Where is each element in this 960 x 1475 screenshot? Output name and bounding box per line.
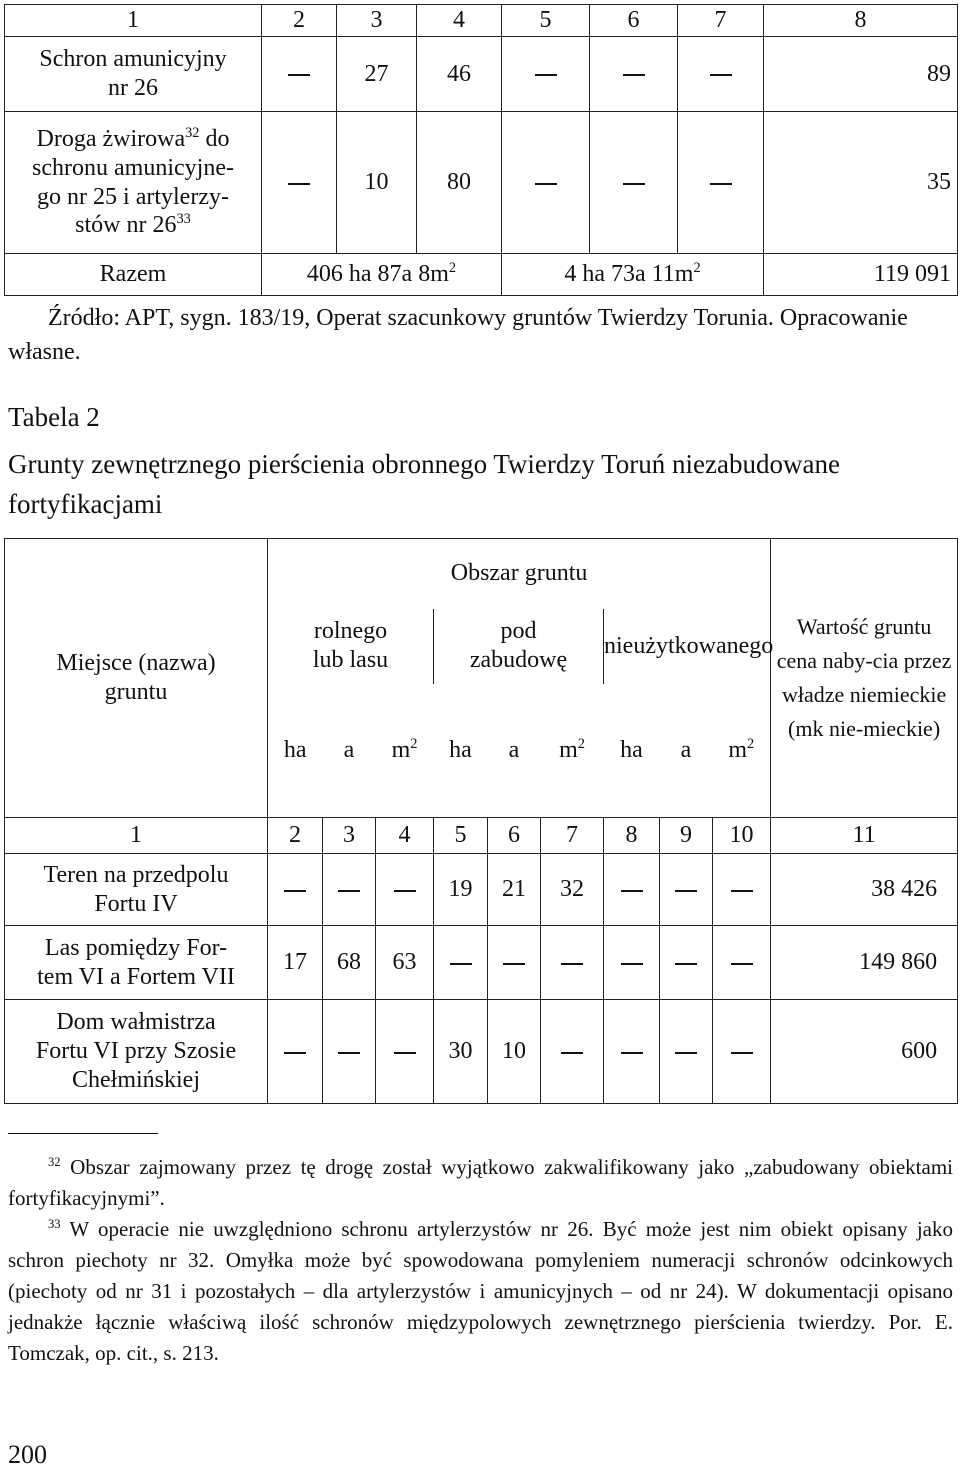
footnote-32: $^{32}$ Obszar zajmowany przez tę drogę został wyjątkowo zakwalifikowany jako „zabudowany obiektami fortyfikacyjnymi”. [8, 1155, 953, 1210]
row-label: Las pomiędzy For- tem VI a Fortem VII [5, 926, 268, 1000]
cell-dash [502, 37, 590, 112]
cell-dash [434, 926, 488, 1000]
sub-agri-header: rolnego lub lasu [268, 609, 434, 684]
cell-dash [713, 854, 771, 926]
total-area-2: 4 ha 73a $11m^2$ [502, 254, 764, 296]
unit-ha: ha [620, 736, 643, 763]
unit-m2: $m^2$ [391, 735, 418, 763]
table-number: Tabela 2 [8, 402, 100, 432]
footnote-33: $^{33}$ W operacie nie uwzględniono schronu artylerzystów nr 26. Być może jest nim obiekt opisany jako schron piechoty nr 32. Omyłka może być spowodowana pomyleniem numeracji schronów odcinkowych (piechoty od nr 31 i pozostałych – dla artylerzystów i amunicyjnych – od nr 24). W dokumentacji opisano jednakże łącznie właściwą ilość schronów międzypolowych zewnętrznego pierścienia twierdzy. Por. E. Tomczak, op. cit., s. 213. [8, 1217, 953, 1365]
cell: 30 [434, 1000, 488, 1104]
sub-waste-header: nieużytkowanego [604, 609, 771, 684]
cell-value: 600 [771, 1000, 958, 1104]
unit-a: a [343, 736, 355, 763]
row-label-line: go nr 25 i artylerzy- [37, 183, 229, 210]
header-cell: 5 [502, 5, 590, 37]
header-row-1 [5, 539, 958, 609]
cell-dash [590, 112, 678, 254]
col-number: 7 [541, 818, 604, 854]
col-number: 3 [323, 818, 376, 854]
cell-dash [262, 37, 337, 112]
cell-dash [660, 1000, 713, 1104]
col-value-header: Wartość gruntu cena naby-cia przez władze niemieckie (mk nie-mieckie) [771, 539, 958, 818]
cell-dash [604, 926, 660, 1000]
cell-value: 38 426 [771, 854, 958, 926]
table-fortifications-continued [4, 4, 958, 296]
total-label: Razem [5, 254, 262, 296]
col-number: 11 [771, 818, 958, 854]
header-cell: 6 [590, 5, 678, 37]
row-label-line: schronu amunicyjne- [32, 154, 234, 181]
cell-dash [678, 37, 764, 112]
header-cell: 2 [262, 5, 337, 37]
table-total-row [5, 254, 958, 296]
cell: 27 [337, 37, 417, 112]
header-cell: 4 [417, 5, 502, 37]
sub-built-header: pod zabudowę [434, 609, 604, 684]
cell-dash [376, 854, 434, 926]
footnote-separator [8, 1133, 158, 1134]
cell: 10 [488, 1000, 541, 1104]
cell-dash [678, 112, 764, 254]
total-value: 119 091 [764, 254, 958, 296]
numbers-row [5, 818, 958, 854]
page-number: 200 [8, 1440, 47, 1469]
cell: 68 [323, 926, 376, 1000]
cell: 19 [434, 854, 488, 926]
table-row [5, 854, 958, 926]
col-number: 1 [5, 818, 268, 854]
row-label: Dom wałmistrza Fortu VI przy Szosie Chełmińskiej [5, 1000, 268, 1104]
table-title: Grunty zewnętrznego pierścienia obronnego Twierdzy Toruń niezabudowane fortyfikacjami [8, 449, 840, 519]
table-row [5, 926, 958, 1000]
cell-dash [262, 112, 337, 254]
cell-dash [488, 926, 541, 1000]
cell: 63 [376, 926, 434, 1000]
table-unbuilt-land [4, 538, 958, 1104]
table-header-row [5, 5, 958, 37]
col-area-header: Obszar gruntu [268, 539, 771, 609]
unit-ha: ha [449, 736, 472, 763]
col-number: 8 [604, 818, 660, 854]
col-place-header: Miejsce (nazwa) gruntu [5, 539, 268, 818]
table-row [5, 112, 958, 254]
cell-dash [268, 1000, 323, 1104]
col-number: 6 [488, 818, 541, 854]
row-label-line: Schron amunicyjny [39, 46, 227, 73]
source-note: Źródło: APT, sygn. 183/19, Operat szacunkowy gruntów Twierdzy Torunia. Opracowanie własne. [8, 305, 908, 365]
cell: 32 [541, 854, 604, 926]
cell-dash [660, 926, 713, 1000]
row-label [5, 37, 262, 112]
header-cell: 7 [678, 5, 764, 37]
header-cell: 1 [5, 5, 262, 37]
col-number: 10 [713, 818, 771, 854]
cell-dash [323, 1000, 376, 1104]
col-number: 5 [434, 818, 488, 854]
col-number: 2 [268, 818, 323, 854]
cell-value: 149 860 [771, 926, 958, 1000]
cell-value: 35 [764, 112, 958, 254]
cell: 17 [268, 926, 323, 1000]
cell-dash [660, 854, 713, 926]
cell-dash [268, 854, 323, 926]
footnotes [8, 1152, 953, 1369]
cell-dash [502, 112, 590, 254]
cell-dash [713, 926, 771, 1000]
cell: 21 [488, 854, 541, 926]
unit-a: a [508, 736, 520, 763]
cell-dash [323, 854, 376, 926]
col-number: 9 [660, 818, 713, 854]
unit-m2: $m^2$ [559, 735, 585, 763]
cell-dash [376, 1000, 434, 1104]
total-area-1: 406 ha 87a $8m^2$ [262, 254, 502, 296]
row-label: Teren na przedpolu Fortu IV [5, 854, 268, 926]
cell-dash [590, 37, 678, 112]
cell-dash [604, 854, 660, 926]
cell-dash [604, 1000, 660, 1104]
cell-dash [541, 1000, 604, 1104]
row-label-line: stów nr $26^{33}$ [75, 211, 191, 239]
cell: 10 [337, 112, 417, 254]
cell: 80 [417, 112, 502, 254]
unit-m2: $m^2$ [728, 735, 755, 763]
row-label [5, 112, 262, 254]
table-row [5, 1000, 958, 1104]
unit-a: a [680, 736, 692, 763]
row-label-line: nr 26 [108, 75, 158, 101]
col-number: 4 [376, 818, 434, 854]
cell-dash [713, 1000, 771, 1104]
cell-value: 89 [764, 37, 958, 112]
cell-dash [541, 926, 604, 1000]
table-row [5, 37, 958, 112]
unit-ha: ha [283, 736, 307, 763]
row-label-line: Droga żwirowa$^{32}$ do [36, 124, 230, 152]
header-cell: 3 [337, 5, 417, 37]
header-cell: 8 [764, 5, 958, 37]
cell: 46 [417, 37, 502, 112]
